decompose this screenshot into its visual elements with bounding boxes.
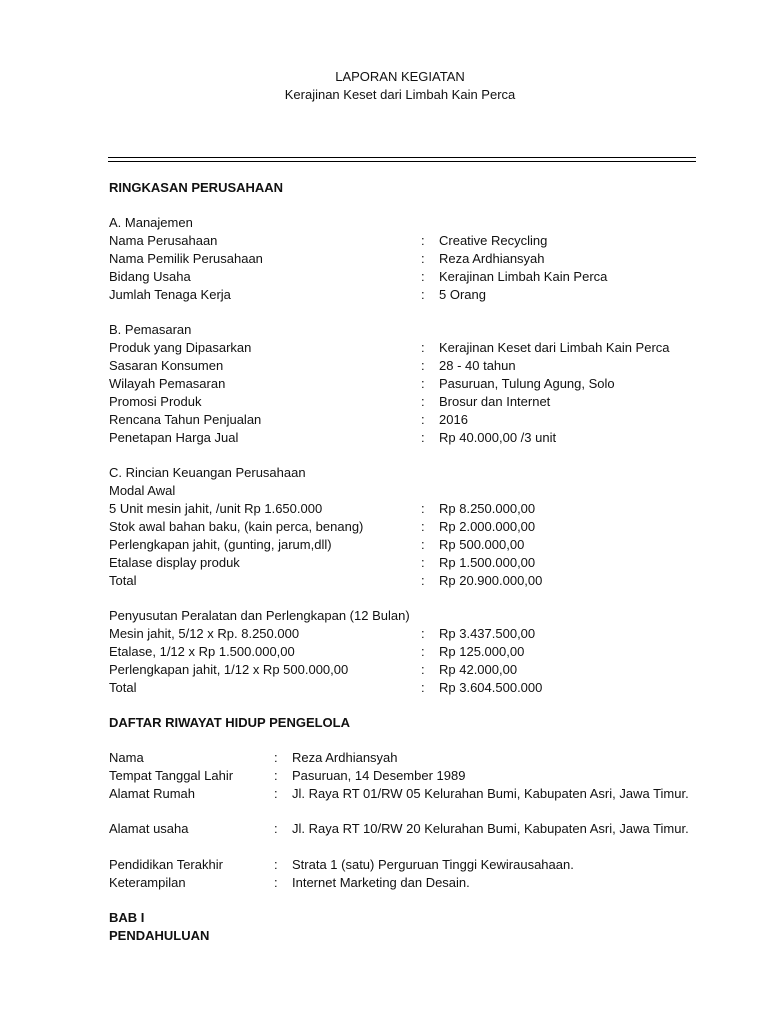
field-value: Pasuruan, Tulung Agung, Solo [439, 376, 615, 391]
field-value: Rp 20.900.000,00 [439, 573, 543, 588]
field-value: Rp 42.000,00 [439, 662, 518, 677]
riwayat-row [109, 856, 699, 874]
document-subtitle: Kerajinan Keset dari Limbah Kain Perca [284, 87, 516, 102]
field-separator: : [421, 251, 425, 266]
riwayat-row [109, 785, 699, 821]
field-label: Alamat Rumah [109, 786, 195, 801]
field-value: Brosur dan Internet [439, 394, 551, 409]
field-label: Jumlah Tenaga Kerja [109, 287, 231, 302]
field-value: 2016 [439, 412, 468, 427]
manajemen-row [109, 286, 729, 304]
field-separator: : [274, 768, 278, 783]
field-separator: : [421, 233, 425, 248]
field-label: Total [109, 680, 137, 695]
penyusutan-row [109, 625, 729, 643]
field-label: Tempat Tanggal Lahir [109, 768, 234, 783]
field-value: 5 Orang [439, 287, 486, 302]
pemasaran-row [109, 375, 729, 393]
chapter-title: PENDAHULUAN [109, 928, 210, 943]
field-value: Jl. Raya RT 01/RW 05 Kelurahan Bumi, Kabupaten Asri, Jawa Timur. [292, 786, 689, 801]
field-label: Nama Pemilik Perusahaan [109, 251, 263, 266]
pemasaran-row [109, 339, 729, 357]
field-value: Kerajinan Keset dari Limbah Kain Perca [439, 340, 670, 355]
field-separator: : [274, 821, 278, 836]
pemasaran-row [109, 393, 729, 411]
divider-line [108, 157, 696, 158]
field-separator: : [274, 750, 278, 765]
pemasaran-row [109, 429, 729, 447]
field-separator: : [274, 875, 278, 890]
field-separator: : [421, 501, 425, 516]
modal-row [109, 536, 729, 554]
field-value: Jl. Raya RT 10/RW 20 Kelurahan Bumi, Kabupaten Asri, Jawa Timur. [292, 821, 689, 836]
field-value: Rp 500.000,00 [439, 537, 525, 552]
pemasaran-row [109, 357, 729, 375]
section-heading-riwayat: DAFTAR RIWAYAT HIDUP PENGELOLA [109, 715, 351, 730]
manajemen-row [109, 268, 729, 286]
field-value: 28 - 40 tahun [439, 358, 516, 373]
field-separator: : [421, 644, 425, 659]
field-label: Etalase display produk [109, 555, 240, 570]
penyusutan-row [109, 661, 729, 679]
field-separator: : [421, 430, 425, 445]
field-label: 5 Unit mesin jahit, /unit Rp 1.650.000 [109, 501, 323, 516]
field-separator: : [421, 358, 425, 373]
manajemen-row [109, 232, 729, 250]
riwayat-row [109, 820, 699, 856]
field-label: Alamat usaha [109, 821, 189, 836]
field-separator: : [421, 573, 425, 588]
chapter-number: BAB I [109, 910, 145, 925]
field-separator: : [421, 376, 425, 391]
field-value: Rp 3.604.500.000 [439, 680, 543, 695]
riwayat-row [109, 874, 699, 892]
field-label: Bidang Usaha [109, 269, 191, 284]
field-value: Reza Ardhiansyah [292, 750, 398, 765]
field-label: Wilayah Pemasaran [109, 376, 226, 391]
field-separator: : [274, 857, 278, 872]
field-value: Rp 40.000,00 /3 unit [439, 430, 557, 445]
field-value: Kerajinan Limbah Kain Perca [439, 269, 608, 284]
subsection-heading-manajemen: A. Manajemen [109, 215, 193, 230]
penyusutan-total-row [109, 679, 729, 697]
field-value: Rp 3.437.500,00 [439, 626, 536, 641]
modal-row [109, 554, 729, 572]
field-value: Reza Ardhiansyah [439, 251, 545, 266]
field-separator: : [421, 519, 425, 534]
field-value: Pasuruan, 14 Desember 1989 [292, 768, 466, 783]
field-value: Rp 125.000,00 [439, 644, 525, 659]
modal-total-row [109, 572, 729, 590]
modal-row [109, 518, 729, 536]
field-separator: : [421, 680, 425, 695]
field-value: Rp 2.000.000,00 [439, 519, 536, 534]
field-label: Stok awal bahan baku, (kain perca, benang) [109, 519, 364, 534]
field-separator: : [421, 269, 425, 284]
penyusutan-label: Penyusutan Peralatan dan Perlengkapan (12 Bulan) [109, 608, 410, 623]
field-separator: : [421, 626, 425, 641]
field-label: Total [109, 573, 137, 588]
field-separator: : [421, 537, 425, 552]
field-value: Rp 8.250.000,00 [439, 501, 536, 516]
field-label: Rencana Tahun Penjualan [109, 412, 262, 427]
field-label: Promosi Produk [109, 394, 202, 409]
field-separator: : [421, 394, 425, 409]
field-separator: : [421, 340, 425, 355]
field-separator: : [421, 662, 425, 677]
field-separator: : [274, 786, 278, 801]
field-label: Penetapan Harga Jual [109, 430, 239, 445]
field-label: Perlengkapan jahit, 1/12 x Rp 500.000,00 [109, 662, 349, 677]
field-separator: : [421, 287, 425, 302]
field-label: Sasaran Konsumen [109, 358, 224, 373]
field-label: Keterampilan [109, 875, 186, 890]
riwayat-row [109, 749, 699, 767]
field-label: Etalase, 1/12 x Rp 1.500.000,00 [109, 644, 295, 659]
riwayat-row [109, 767, 699, 785]
penyusutan-row [109, 643, 729, 661]
field-separator: : [421, 412, 425, 427]
field-separator: : [421, 555, 425, 570]
field-value: Creative Recycling [439, 233, 548, 248]
field-value: Strata 1 (satu) Perguruan Tinggi Kewirausahaan. [292, 857, 574, 872]
field-label: Perlengkapan jahit, (gunting, jarum,dll) [109, 537, 332, 552]
modal-awal-label: Modal Awal [109, 483, 176, 498]
section-heading-ringkasan: RINGKASAN PERUSAHAAN [109, 180, 284, 195]
divider-line [108, 161, 696, 162]
field-value: Internet Marketing dan Desain. [292, 875, 470, 890]
modal-row [109, 500, 729, 518]
field-label: Mesin jahit, 5/12 x Rp. 8.250.000 [109, 626, 300, 641]
field-value: Rp 1.500.000,00 [439, 555, 536, 570]
subsection-heading-keuangan: C. Rincian Keuangan Perusahaan [109, 465, 306, 480]
document-title: LAPORAN KEGIATAN [335, 69, 465, 84]
field-label: Pendidikan Terakhir [109, 857, 223, 872]
field-label: Produk yang Dipasarkan [109, 340, 252, 355]
pemasaran-row [109, 411, 729, 429]
subsection-heading-pemasaran: B. Pemasaran [109, 322, 192, 337]
manajemen-row [109, 250, 729, 268]
field-label: Nama [109, 750, 144, 765]
field-label: Nama Perusahaan [109, 233, 218, 248]
